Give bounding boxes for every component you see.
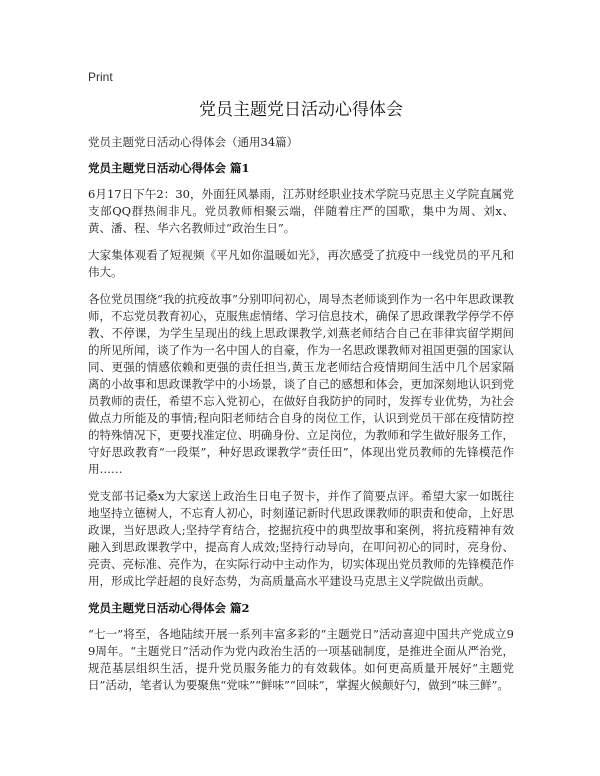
print-link[interactable]: Print [88, 70, 113, 84]
document-subtitle: 党员主题党日活动心得体会（通用34篇） [88, 135, 299, 149]
section-1 [88, 160, 514, 590]
section-heading: 党员主题党日活动心得体会 篇2 [88, 601, 250, 615]
paragraph: 6月17日下午2：30，外面狂风暴雨，江苏财经职业技术学院马克思主义学院直属党支部QQ群热闹非凡。党员教师相聚云端，伴随着庄严的国歌，集中为周、刘x、黄、潘、程、华六名教师过“政治生日”。 [88, 187, 514, 235]
paragraph: 党支部书记桑x为大家送上政治生日电子贺卡，并作了简要点评。希望大家一如既往地坚持立德树人，不忘育人初心，时刻谨记新时代思政课教师的职责和使命，上好思政课，当好思政人;坚持学育结合，挖掘抗疫中的典型故事和案例，将抗疫精神有效融入到思政课教学中，提高育人成效;坚持行动导向，在叩问初心的同时，亮身份、亮责、亮标准、亮作为，在实际行动中主动作为，切实体现出党员教师的先锋模范作用，形成比学赶超的良好态势，为高质量高水平建设马克思主义学院做出贡献。 [88, 489, 514, 588]
document-title: 党员主题党日活动心得体会 [199, 100, 403, 120]
paragraph: 各位党员围绕“我的抗疫故事”分别叩问初心，周导杰老师谈到作为一名中年思政课教师，不忘党员教育初心，克服焦虑情绪、学习信息技术，确保了思政课教学停学不停教、不停课，为学生呈现出的线上思政课教学,刘燕老师结合自己在菲律宾留学期间的所见所闻，谈了作为一名中国人的自豪，作为一名思政课教师对祖国更强的国家认同、更强的情感依赖和更强的责任担当,黄玉龙老师结合疫情期间生活中几个居家隔离的小故事和思政课教学中的小场景，谈了自己的感想和体会，更加深刻地认识到党员教师的责任，希望不忘入党初心，在做好自我防护的同时，发挥专业优势，为社会做点力所能及的事情;程向阳老师结合自身的岗位工作，认识到党员干部在疫情防控的特殊情况下，更要找准定位、明确身份、立足岗位，为教师和学生做好服务工作，守好思政教育“一段渠”，种好思政课教学“责任田”，体现出党员教师的先锋模范作用…… [88, 292, 514, 476]
paragraph: 大家集体观看了短视频《平凡如你温暖如光》，再次感受了抗疫中一线党员的平凡和伟大。 [88, 248, 514, 279]
section-2 [88, 600, 514, 694]
section-heading: 党员主题党日活动心得体会 篇1 [88, 161, 250, 175]
paragraph: “七一”将至，各地陆续开展一系列丰富多彩的“主题党日”活动喜迎中国共产党成立99周年。“主题党日”活动作为党内政治生活的一项基础制度，是推进全面从严治党，规范基层组织生活，提升党员服务能力的有效载体。如何更高质量开展好“主题党日”活动，笔者认为要聚焦“党味”“鲜味”“回味”，掌握火候颠好勺，做到“味三鲜”。 [88, 627, 514, 692]
